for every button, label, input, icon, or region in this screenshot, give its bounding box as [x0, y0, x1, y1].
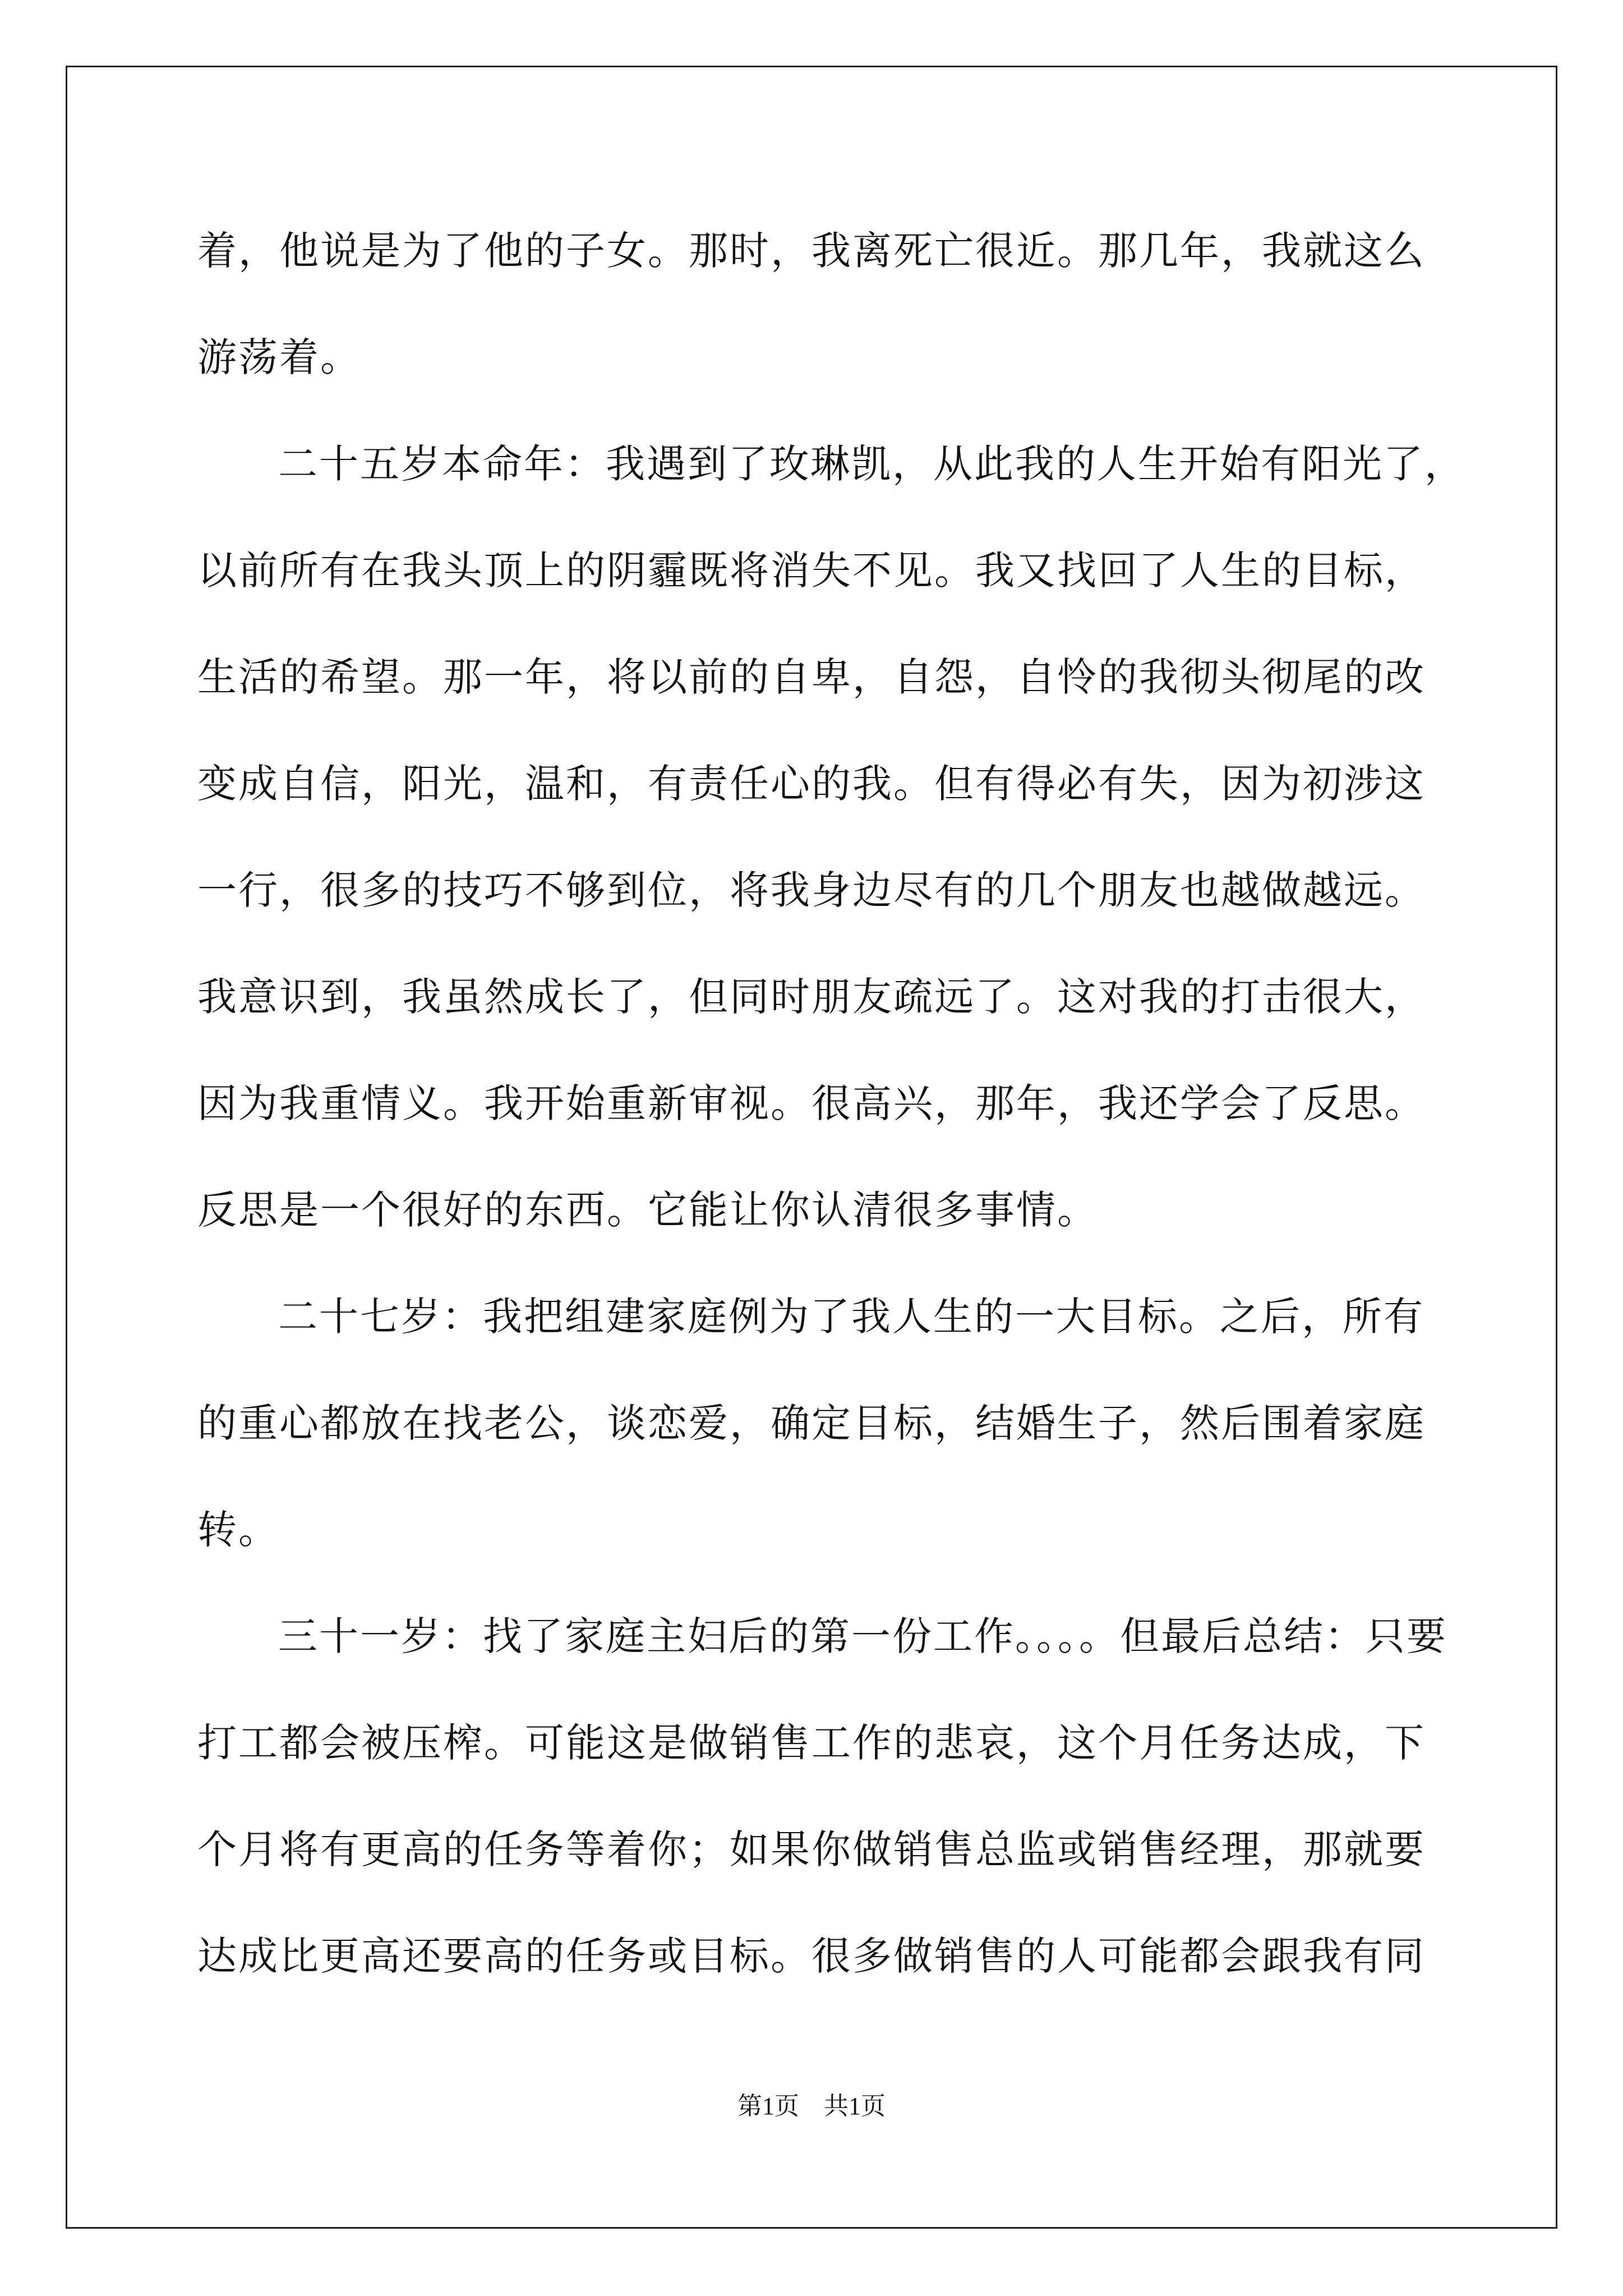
- paragraph-first-line: 三十一岁：找了家庭主妇后的第一份工作。。。。但最后总结：只要: [278, 1613, 1447, 1659]
- text-line: 生活的希望。那一年，将以前的自卑，自怨，自怜的我彻头彻尾的改: [197, 654, 1426, 700]
- paragraph-first-line: 二十五岁本命年：我遇到了玫琳凯，从此我的人生开始有阳光了，: [278, 441, 1465, 487]
- text-line: 变成自信，阳光，温和，有责任心的我。但有得必有失，因为初涉这: [197, 761, 1426, 807]
- text-line: 达成比更高还要高的任务或目标。很多做销售的人可能都会跟我有同: [197, 1933, 1426, 1979]
- text-line: 个月将有更高的任务等着你；如果你做销售总监或销售经理，那就要: [197, 1826, 1426, 1872]
- text-line: 转。: [197, 1507, 279, 1553]
- text-line: 因为我重情义。我开始重新审视。很高兴，那年，我还学会了反思。: [197, 1080, 1426, 1126]
- paragraph-first-line: 二十七岁：我把组建家庭例为了我人生的一大目标。之后，所有: [278, 1294, 1424, 1340]
- text-line: 的重心都放在找老公，谈恋爱，确定目标，结婚生子，然后围着家庭: [197, 1400, 1426, 1446]
- page-border: [66, 66, 1557, 2229]
- text-line: 以前所有在我头顶上的阴霾既将消失不见。我又找回了人生的目标，: [197, 547, 1426, 593]
- page-number-footer: 第1页 共1页: [737, 2092, 886, 2120]
- text-line: 我意识到，我虽然成长了，但同时朋友疏远了。这对我的打击很大，: [197, 974, 1426, 1020]
- text-line: 游荡着。: [197, 334, 361, 380]
- text-line: 一行，很多的技巧不够到位，将我身边尽有的几个朋友也越做越远。: [197, 867, 1426, 913]
- text-line: 反思是一个很好的东西。它能让你认清很多事情。: [197, 1187, 1098, 1233]
- text-line: 打工都会被压榨。可能这是做销售工作的悲哀，这个月任务达成，下: [197, 1720, 1426, 1766]
- text-line: 着，他说是为了他的子女。那时，我离死亡很近。那几年，我就这么: [197, 228, 1426, 274]
